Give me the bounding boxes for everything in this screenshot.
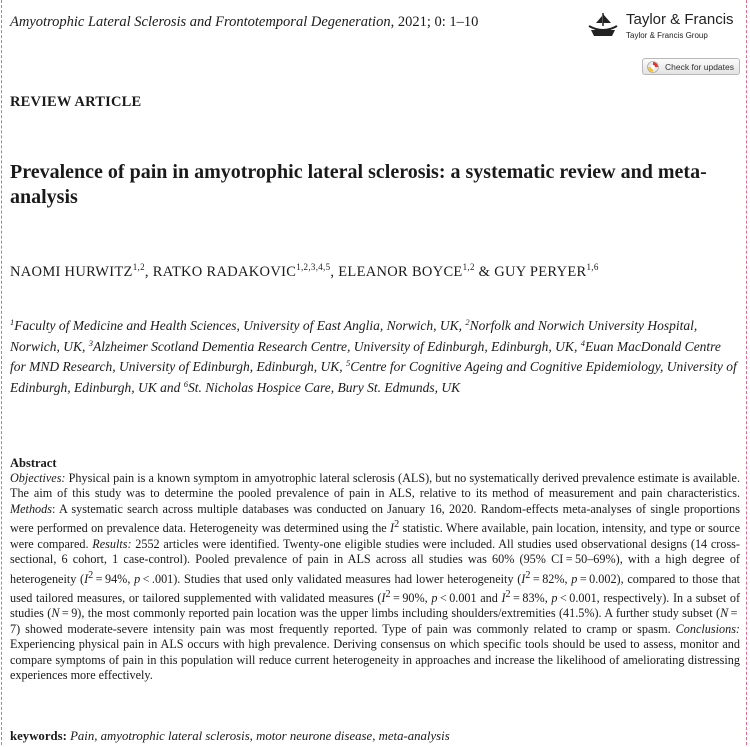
i-squared-symbol: I: [390, 521, 395, 536]
squared-sup: 2: [505, 588, 511, 600]
affiliation-number: 5: [345, 358, 351, 368]
n-symbol: N: [720, 606, 729, 621]
keywords-line: [10, 729, 450, 744]
author-name: NAOMI HURWITZ: [10, 264, 133, 280]
i-squared-symbol: I: [381, 591, 386, 606]
journal-name: Amyotrophic Lateral Sclerosis and Frontotemporal Degeneration: [10, 14, 391, 30]
check-for-updates-button[interactable]: [642, 58, 740, 75]
results-text: = 7) showed moderate-severe intensity pain was most frequently reported. Type of pain was commonly related to cramp or spasm.: [10, 606, 740, 636]
affiliation-number: 6: [183, 378, 189, 389]
results-text: = 94%,: [93, 571, 135, 586]
methods-text: statistic. Where available, pain location, intensity, and type or source were compared.: [10, 521, 740, 551]
author-separator: ,: [330, 264, 339, 280]
results-text: < 0.001, respectively). In a subset of studies (: [10, 591, 741, 621]
i-squared-symbol: I: [501, 591, 506, 606]
conclusions-label: Conclusions:: [675, 621, 740, 636]
publisher-logo-icon: [586, 10, 620, 40]
results-text: = 82%,: [530, 571, 572, 586]
article-title: Prevalence of pain in amyotrophic lateral sclerosis: a systematic review and meta-analysis: [10, 161, 707, 208]
author-list: [10, 262, 730, 283]
affiliation-text: Norfolk and Norwich University Hospital, Norwich, UK,: [10, 318, 698, 354]
results-text: = 9), the most commonly reported pain location was the upper limbs including shoulders/extremities (41.5%). A further study subset (: [59, 606, 721, 621]
affiliation-text: St. Nicholas Hospice Care, Bury St. Edmunds, UK: [188, 379, 461, 395]
keywords-label: keywords:: [10, 729, 67, 743]
abstract-heading: Abstract: [10, 456, 57, 470]
crossmark-icon: [647, 61, 659, 73]
publisher-name: Taylor & Francis: [626, 11, 734, 28]
citation-details: , 2021; 0: 1–10: [390, 14, 479, 30]
article-type: REVIEW ARTICLE: [10, 94, 142, 110]
author-affiliation-sup: 1,6: [586, 262, 599, 272]
p-symbol: p: [551, 591, 558, 606]
squared-sup: 2: [385, 588, 391, 600]
objectives-label: Objectives:: [10, 471, 66, 485]
results-text: = 90%,: [390, 591, 432, 606]
results-text: = 83%,: [510, 591, 552, 606]
results-text: < 0.001 and: [437, 591, 502, 606]
objectives-text: Physical pain is a known symptom in amyotrophic lateral sclerosis (ALS), but no systematically derived prevalence estimate is available. The aim of this study was to determine the pooled prevalence of pain in ALS, relative to its method of measurement and pain characteristics.: [10, 471, 740, 501]
affiliation-number: 3: [88, 337, 94, 348]
results-text: = 0.002), compared to those that used tailored measures, or tailored supplemented with validated measures (: [10, 571, 740, 606]
abstract-body: [10, 471, 740, 683]
p-symbol: p: [431, 591, 438, 606]
author-name: GUY PERYER: [494, 264, 587, 280]
author-affiliation-sup: 1,2,3,4,5: [296, 262, 331, 272]
affiliation-number: 4: [580, 337, 585, 348]
check-for-updates-label: Check for updates: [665, 61, 734, 72]
author-separator: &: [474, 264, 495, 280]
author-affiliation-sup: 1,2: [462, 262, 475, 272]
publisher-brand[interactable]: [586, 8, 746, 44]
results-label: Results:: [92, 536, 132, 551]
journal-citation: [10, 14, 478, 31]
squared-sup: 2: [394, 519, 400, 531]
affiliation-list: [10, 316, 738, 398]
author-separator: ,: [144, 264, 153, 280]
squared-sup: 2: [525, 569, 531, 581]
affiliation-text: Euan MacDonald Centre for MND Research, University of Edinburgh, Edinburgh, UK,: [10, 338, 721, 374]
i-squared-symbol: I: [84, 571, 89, 586]
results-text: < .001). Studies that used only validated measures had lower heterogeneity (: [140, 571, 522, 586]
squared-sup: 2: [88, 569, 94, 581]
conclusions-text: Experiencing physical pain in ALS occurs with high prevalence. Deriving consensus on which specific tools should be used to assess, monitor and compare symptoms of pain in this population will reduce current heterogeneity in approaches and increase the likelihood of ameliorating distressing experiences more effectively.: [10, 637, 740, 683]
i-squared-symbol: I: [521, 571, 526, 586]
affiliation-text: Faculty of Medicine and Health Sciences, University of East Anglia, Norwich, UK,: [14, 318, 466, 333]
p-symbol: p: [134, 571, 141, 586]
affiliation-number: 1: [10, 317, 15, 327]
methods-text: : A systematic search across multiple databases was conducted on January 16, 2020. Random-effects meta-analyses of single proportions were performed on prevalence data. Heterogeneity was determined using the: [10, 501, 740, 536]
results-text: 2552 articles were identified. Twenty-one eligible studies were included. All studies used observational designs (14 cross-sectional, 6 cohort, 1 case-control). Pooled prevalence of pain in ALS across all studies was 60% (95% CI = 50–69%), with a high degree of heterogeneity (: [10, 536, 740, 586]
n-symbol: N: [51, 606, 60, 621]
affiliation-number: 2: [465, 317, 470, 327]
keywords-values: Pain, amyotrophic lateral sclerosis, motor neurone disease, meta-analysis: [66, 729, 450, 743]
affiliation-text: Alzheimer Scotland Dementia Research Centre, University of Edinburgh, Edinburgh, UK,: [93, 338, 581, 354]
author-name: ELEANOR BOYCE: [338, 264, 463, 280]
author-affiliation-sup: 1,2: [132, 262, 145, 272]
affiliation-text: Centre for Cognitive Ageing and Cognitive Epidemiology, University of Edinburgh, Edinburgh, UK and: [10, 359, 737, 395]
methods-label: Methods: [10, 501, 52, 516]
author-name: RATKO RADAKOVIC: [152, 264, 297, 280]
publisher-group: Taylor & Francis Group: [626, 31, 708, 40]
p-symbol: p: [571, 571, 578, 586]
